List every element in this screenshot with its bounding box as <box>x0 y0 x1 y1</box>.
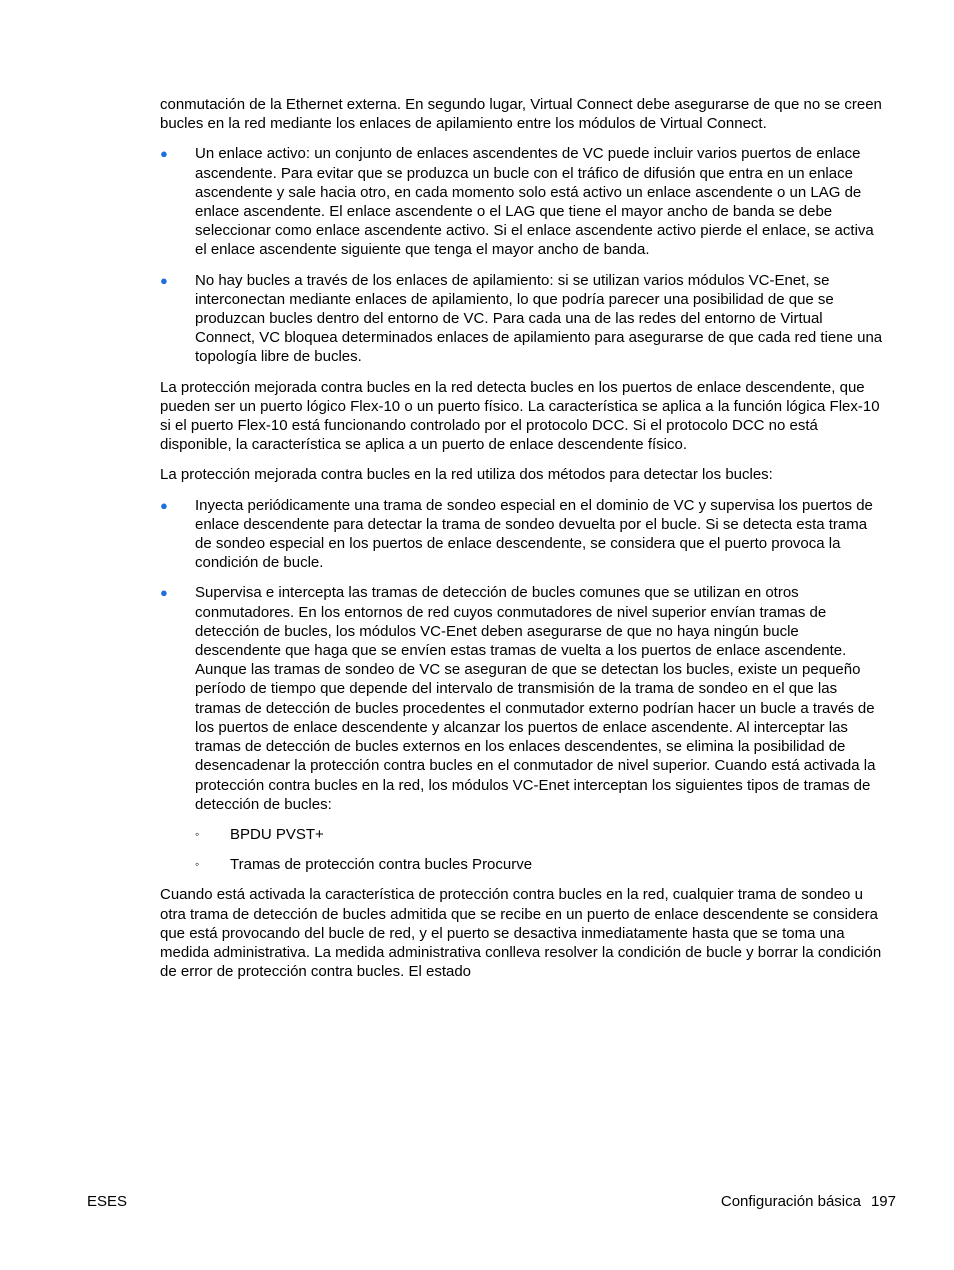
paragraph-intro: conmutación de la Ethernet externa. En segundo lugar, Virtual Connect debe asegurarse de que no se creen bucles en la red mediante los enlaces de apilamiento entre los módulos de Virtual Connect. <box>160 96 882 133</box>
bullet-icon: ● <box>160 497 168 513</box>
sub-list-item <box>195 855 885 874</box>
list-item <box>160 583 885 874</box>
sub-bullet-list-frame-types <box>195 825 885 874</box>
page-number: 197 <box>870 1193 896 1210</box>
bullet-icon: ● <box>160 146 168 162</box>
bullet-list-detection-methods <box>160 496 885 875</box>
list-item-text: Supervisa e intercepta las tramas de detección de bucles comunes que se utilizan en otros conmutadores. En los entornos de red cuyos conmutadores de nivel superior envían tramas de detección de bucles, los módulos VC-Enet deben asegurarse de que no haya ningún bucle descendente que haga que se envíen estas tramas de vuelta a los puertos de enlace ascendente. Aunque las tramas de sondeo de VC se aseguran de que se detectan los bucles, existe un pequeño período de tiempo que depende del intervalo de transmisión de la trama de sondeo en el que las tramas de detección de bucles procedentes el conmutador externo podrían hacer un bucle a través de los puertos de enlace descendente y alcanzar los puertos de enlace ascendente. Al interceptar las tramas de detección de bucles externos en los enlaces descendentes, se elimina la posibilidad de desencadenar la protección contra bucles en el conmutador de nivel superior. Cuando está activada la protección contra bucles en la red, los módulos VC-Enet interceptan los siguientes tipos de tramas de detección de bucles: <box>195 584 876 813</box>
bullet-icon: ● <box>160 585 168 601</box>
list-item <box>160 496 885 573</box>
page-body <box>160 95 885 992</box>
footer-section-title: Configuración básica <box>720 1193 861 1210</box>
bullet-icon: ● <box>160 272 168 288</box>
list-item-text: Un enlace activo: un conjunto de enlaces ascendentes de VC puede incluir varios puertos de enlace ascendente. Para evitar que se produzca un bucle con el tráfico de difusión que entra en un enlace ascendente y sale hacia otro, en cada momento solo está activo un enlace ascendente o un LAG de enlace ascendente. El enlace ascendente o el LAG que tiene el mayor ancho de banda se debe seleccionar como enlace ascendente activo. Si el enlace ascendente activo pierde el enlace, se activa el enlace ascendente siguiente que tenga el mayor ancho de banda. <box>195 145 874 259</box>
list-item <box>160 271 885 367</box>
sub-list-item <box>195 825 885 844</box>
sub-list-item-text: Tramas de protección contra bucles Procurve <box>230 856 533 874</box>
paragraph-methods-intro: La protección mejorada contra bucles en la red utiliza dos métodos para detectar los bucles: <box>160 466 773 484</box>
footer-locale: ESES <box>87 1193 128 1210</box>
sub-bullet-icon: ◦ <box>195 857 200 872</box>
list-item-text: Inyecta periódicamente una trama de sondeo especial en el dominio de VC y supervisa los puertos de enlace descendente para detectar la trama de sondeo devuelta por el bucle. Si se detecta esta trama de sondeo especial en los puertos de enlace descendente, se considera que el puerto provoca la condición de bucle. <box>195 496 873 572</box>
paragraph-closing: Cuando está activada la característica de protección contra bucles en la red, cualquier trama de sondeo u otra trama de detección de bucles admitida que se recibe en un puerto de enlace descendente se considera que está provocando del bucle de red, y el puerto se desactiva inmediatamente hasta que se toma una medida administrativa. La medida administrativa conlleva resolver la condición de bucle y borrar la condición de error de protección contra bucles. El estado <box>160 886 882 981</box>
list-item-text: No hay bucles a través de los enlaces de apilamiento: si se utilizan varios módulos VC-Enet, se interconectan mediante enlaces de apilamiento, lo que podría parecer una posibilidad de que se produzcan bucles dentro del entorno de VC. Para cada una de las redes del entorno de Virtual Connect, VC bloquea determinados enlaces de apilamiento para asegurarse de que cada red tiene una topología libre de bucles. <box>195 271 883 366</box>
list-item <box>160 144 885 259</box>
paragraph-loop-protection: La protección mejorada contra bucles en la red detecta bucles en los puertos de enlace descendente, que pueden ser un puerto lógico Flex-10 o un puerto físico. La característica se aplica a la función lógica Flex-10 si el puerto Flex-10 está funcionando controlado por el protocolo DCC. Si el protocolo DCC no está disponible, la característica se aplica a un puerto de enlace descendente físico. <box>160 378 880 454</box>
bullet-list-loop-avoidance <box>160 144 885 366</box>
footer-section <box>721 1192 896 1211</box>
sub-list-item-text: BPDU PVST+ <box>230 825 324 843</box>
sub-bullet-icon: ◦ <box>195 826 200 841</box>
